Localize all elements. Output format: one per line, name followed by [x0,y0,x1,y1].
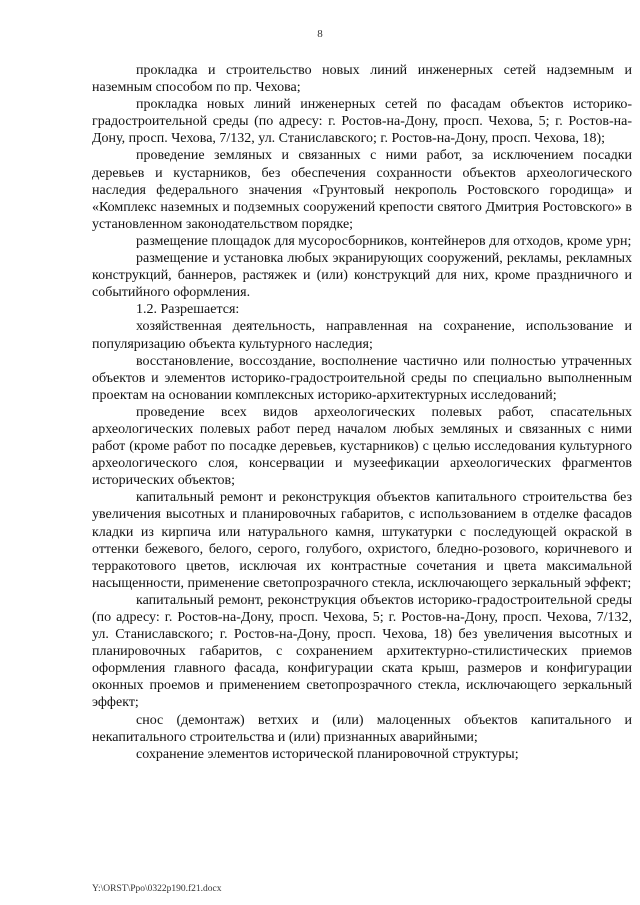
paragraph: капитальный ремонт и реконструкция объектов капитального строительства без увеличения высотных и планировочных габаритов, с использованием в отделке фасадов кладки из кирпича или натурального камня, штукатурки с последующей окраской в оттенки бежевого, белого, серого, голубого, охристого, бледно-розового, коричневого и терракотового цветов, исключая их контрастные сочетания и цвета максимальной насыщенности, применение светопрозрачного стекла, исключающего зеркальный эффект; [92,490,632,591]
paragraph: капитальный ремонт, реконструкция объектов историко-градостроительной среды (по адресу: г. Ростов-на-Дону, просп. Чехова, 5; г. Ростов-на-Дону, просп. Чехова, 7/132, ул. Станиславского; г. Ростов-на-Дону, просп. Чехова, 18) без увеличения высотных и планировочных габаритов, с сохранением архитектурно-стилистических приемов оформления главного фасада, конфигурации ската крыш, размеров и конфигурации оконных проемов и применением светопрозрачного стекла, исключающего зеркальный эффект; [92,592,632,711]
paragraph: восстановление, воссоздание, восполнение частично или полностью утраченных объектов и элементов историко-градостроительной среды по специально выполненным проектам на основании комплексных историко-архитектурных исследований; [92,353,632,403]
paragraph: проведение всех видов археологических полевых работ, спасательных археологических полевых работ перед началом любых земляных и связанных с ними работ (кроме работ по посадке деревьев, кустарников) с целью исследования культурного археологического слоя, консервации и музеефикации археологических фрагментов исторических объектов; [92,404,632,489]
paragraph: размещение площадок для мусоросборников, контейнеров для отходов, кроме урн; [136,233,632,249]
footer-file-path: Y:\ORST\Ppo\0322p190.f21.docx [92,884,222,894]
paragraph: размещение и установка любых экранирующих сооружений, рекламы, рекламных конструкций, баннеров, растяжек и (или) конструкций для них, кроме праздничного и событийного оформления. [92,251,632,301]
paragraph: прокладка новых линий инженерных сетей по фасадам объектов историко-градостроительной среды (по адресу: г. Ростов-на-Дону, просп. Чехова, 5; г. Ростов-на-Дону, просп. Чехова, 7/132, ул. Станиславского; г. Ростов-на-Дону, просп. Чехова, 18); [92,97,632,147]
section-heading: 1.2. Разрешается: [136,302,240,318]
paragraph: проведение земляных и связанных с ними работ, за исключением посадки деревьев и кустарников, без обеспечения сохранности объектов археологического наследия федерального значения «Грунтовый некрополь Ростовского городища» и «Комплекс наземных и подземных сооружений крепости святого Дмитрия Ростовского» в установленном законодательством порядке; [92,148,632,232]
paragraph: прокладка и строительство новых линий инженерных сетей надземным и наземным способом по пр. Чехова; [92,63,632,96]
paragraph: хозяйственная деятельность, направленная на сохранение, использование и популяризацию объекта культурного наследия; [92,319,632,352]
document-body [92,62,632,763]
page-number: 8 [317,28,323,40]
paragraph: снос (демонтаж) ветхих и (или) малоценных объектов капитального и некапитального строительства и (или) признанных аварийными; [92,712,632,745]
paragraph: сохранение элементов исторической планировочной структуры; [136,746,519,762]
